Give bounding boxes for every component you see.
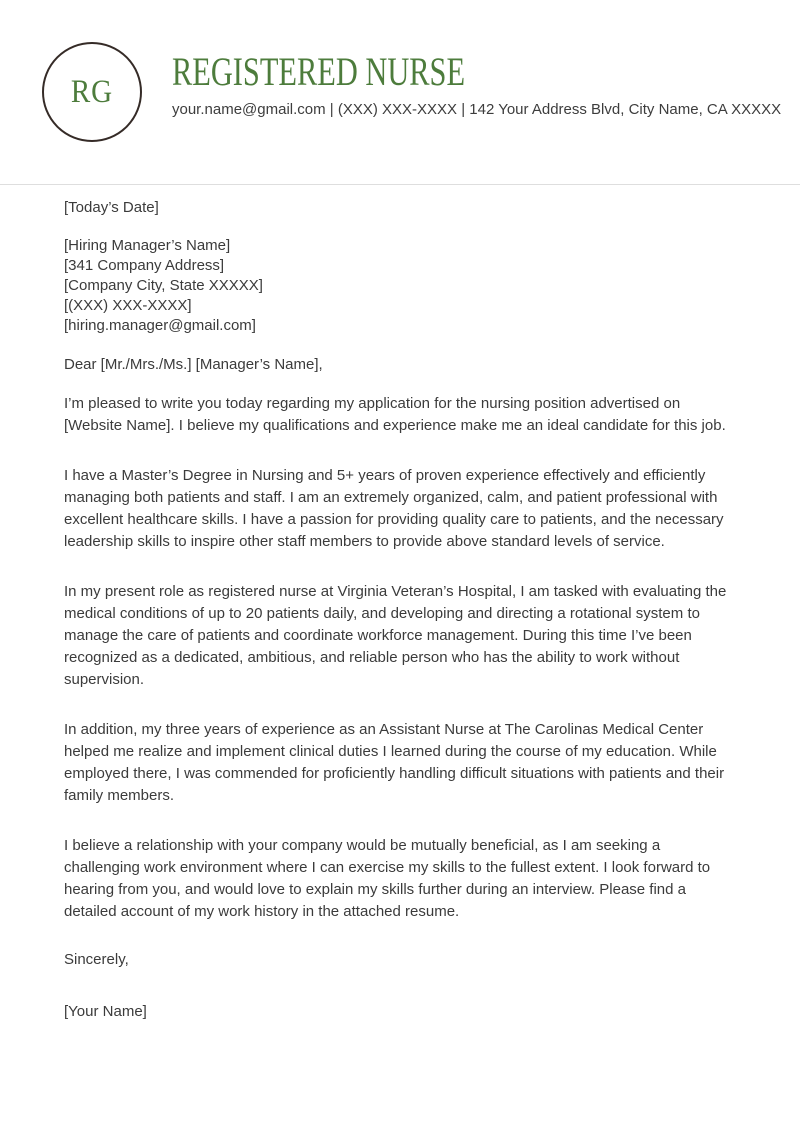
- closing-line: Sincerely,: [64, 951, 129, 968]
- recipient-email-line: [hiring.manager@gmail.com]: [64, 317, 256, 334]
- recipient-phone-line: [(XXX) XXX-XXXX]: [64, 297, 192, 314]
- recipient-block: [64, 236, 737, 336]
- monogram-badge: [42, 42, 142, 142]
- body-paragraph: I have a Master’s Degree in Nursing and 5+ years of proven experience effectively and efficiently managing both patients and staff. I am an extremely organized, calm, and patient professional with excellent healthcare skills. I have a passion for providing quality care to patients, and the necessary leadership skills to inspire other staff members to provide above standard levels of service.: [64, 467, 724, 550]
- recipient-name-line: [Hiring Manager’s Name]: [64, 237, 231, 254]
- body-paragraph: In my present role as registered nurse at Virginia Veteran’s Hospital, I am tasked with evaluating the medical conditions of up to 20 patients daily, and developing and directing a rotational system to manage the care of patients and coordinate workforce management. During this time I’ve been recognized as a dedicated, ambitious, and reliable person who has the ability to work without supervision.: [64, 583, 727, 688]
- header-text-block: [172, 49, 782, 119]
- signature-line: [Your Name]: [64, 1003, 147, 1020]
- recipient-address-line: [341 Company Address]: [64, 257, 225, 274]
- recipient-city-line: [Company City, State XXXXX]: [64, 277, 263, 294]
- body-paragraph: In addition, my three years of experience as an Assistant Nurse at The Carolinas Medical Center helped me realize and implement clinical duties I learned during the course of my education. While employed there, I was commended for proficiently handling difficult situations with patients and their family members.: [64, 721, 725, 804]
- body-paragraph: I’m pleased to write you today regarding my application for the nursing position advertised on [Website Name]. I believe my qualifications and experience make me an ideal candidate for this job.: [64, 395, 726, 434]
- monogram-initials: RG: [70, 73, 114, 110]
- page-title: REGISTERED NURSE: [172, 49, 466, 94]
- letter-body: [0, 197, 800, 1023]
- date-line: [Today’s Date]: [64, 199, 159, 216]
- contact-line: your.name@gmail.com | (XXX) XXX-XXXX | 142 Your Address Blvd, City Name, CA XXXXX: [172, 101, 782, 118]
- letter-header: [0, 0, 800, 185]
- salutation-line: Dear [Mr./Mrs./Ms.] [Manager’s Name],: [64, 356, 323, 373]
- body-paragraph: I believe a relationship with your company would be mutually beneficial, as I am seeking a challenging work environment where I can exercise my skills to the fullest extent. I look forward to hearing from you, and would love to explain my skills further during an interview. Please find a detailed account of my work history in the attached resume.: [64, 837, 711, 920]
